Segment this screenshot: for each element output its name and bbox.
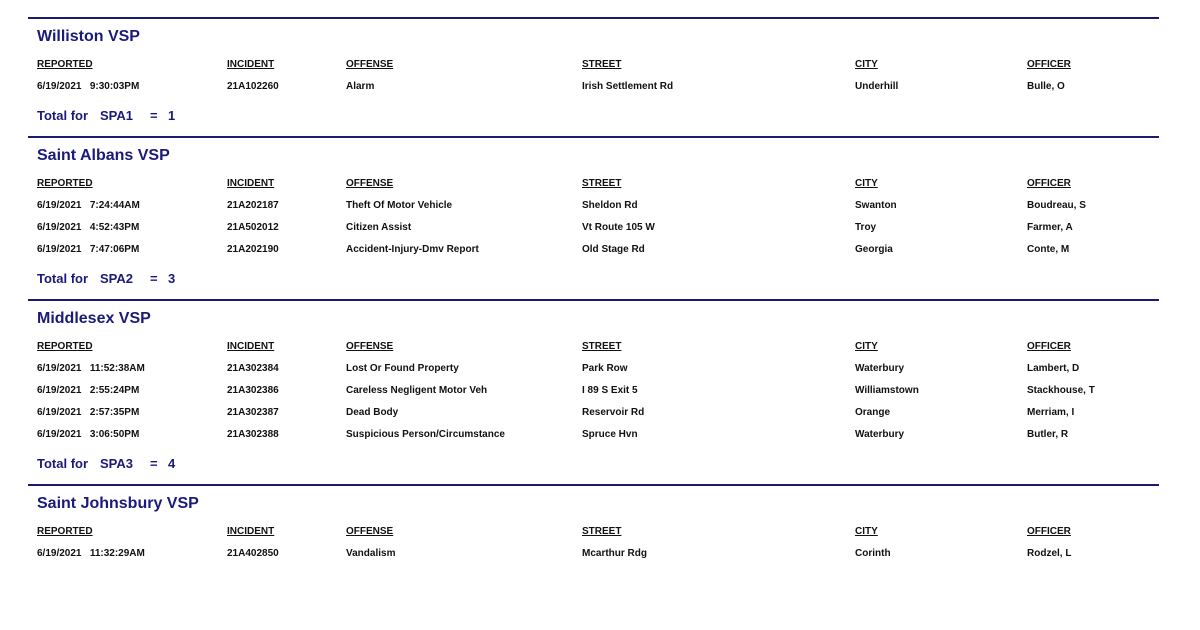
- column-header-offense: OFFENSE: [346, 341, 394, 352]
- total-equals: =: [150, 108, 158, 123]
- section-total: [28, 271, 1159, 299]
- report-section: [28, 484, 1159, 565]
- incident-cell: 21A302386: [227, 385, 279, 396]
- column-header-incident: INCIDENT: [227, 526, 275, 537]
- section-title: Saint Albans VSP: [37, 147, 170, 164]
- total-spa: SPA2: [100, 271, 133, 286]
- total-label: Total for: [37, 456, 89, 471]
- offense-cell: Vandalism: [346, 548, 396, 559]
- table-row: [28, 402, 1159, 424]
- city-cell: Swanton: [855, 200, 897, 211]
- incident-cell: 21A202187: [227, 200, 279, 211]
- table-row: [28, 195, 1159, 217]
- offense-cell: Alarm: [346, 81, 375, 92]
- column-header-row: [28, 173, 1159, 195]
- reported-cell: 6/19/2021 3:06:50PM: [37, 429, 140, 440]
- officer-cell: Conte, M: [1027, 244, 1070, 255]
- reported-cell: 6/19/2021 11:52:38AM: [37, 363, 145, 374]
- column-header-reported: REPORTED: [37, 526, 93, 537]
- officer-cell: Bulle, O: [1027, 81, 1065, 92]
- total-count: 3: [168, 271, 176, 286]
- reported-cell: 6/19/2021 11:32:29AM: [37, 548, 145, 559]
- table-row: [28, 543, 1159, 565]
- officer-cell: Stackhouse, T: [1027, 385, 1095, 396]
- total-equals: =: [150, 456, 158, 471]
- column-header-row: [28, 521, 1159, 543]
- column-header-officer: OFFICER: [1027, 341, 1071, 352]
- table-row: [28, 380, 1159, 402]
- table-row: [28, 76, 1159, 98]
- reported-cell: 6/19/2021 2:55:24PM: [37, 385, 140, 396]
- column-header-incident: INCIDENT: [227, 341, 275, 352]
- column-header-street: STREET: [582, 526, 622, 537]
- total-label: Total for: [37, 108, 89, 123]
- total-count: 1: [168, 108, 176, 123]
- street-cell: Park Row: [582, 363, 628, 374]
- incident-cell: 21A402850: [227, 548, 279, 559]
- offense-cell: Citizen Assist: [346, 222, 412, 233]
- column-header-offense: OFFENSE: [346, 59, 394, 70]
- officer-cell: Merriam, I: [1027, 407, 1075, 418]
- column-header-officer: OFFICER: [1027, 178, 1071, 189]
- reported-cell: 6/19/2021 7:24:44AM: [37, 200, 140, 211]
- table-row: [28, 239, 1159, 261]
- reported-cell: 6/19/2021 9:30:03PM: [37, 81, 140, 92]
- officer-cell: Lambert, D: [1027, 363, 1080, 374]
- section-title: Saint Johnsbury VSP: [37, 495, 199, 512]
- column-header-reported: REPORTED: [37, 178, 93, 189]
- city-cell: Williamstown: [855, 385, 919, 396]
- column-header-city: CITY: [855, 341, 878, 352]
- column-header-officer: OFFICER: [1027, 59, 1071, 70]
- column-header-city: CITY: [855, 526, 878, 537]
- street-cell: Spruce Hvn: [582, 429, 638, 440]
- offense-cell: Dead Body: [346, 407, 399, 418]
- total-label: Total for: [37, 271, 89, 286]
- report-section: [28, 136, 1159, 299]
- column-header-offense: OFFENSE: [346, 178, 394, 189]
- report-section: [28, 299, 1159, 484]
- column-header-row: [28, 336, 1159, 358]
- total-equals: =: [150, 271, 158, 286]
- incident-cell: 21A502012: [227, 222, 279, 233]
- table-row: [28, 424, 1159, 446]
- city-cell: Troy: [855, 222, 877, 233]
- city-cell: Waterbury: [855, 429, 905, 440]
- street-cell: Vt Route 105 W: [582, 222, 655, 233]
- street-cell: Sheldon Rd: [582, 200, 638, 211]
- column-header-city: CITY: [855, 59, 878, 70]
- column-header-offense: OFFENSE: [346, 526, 394, 537]
- column-header-incident: INCIDENT: [227, 178, 275, 189]
- street-cell: Old Stage Rd: [582, 244, 645, 255]
- city-cell: Underhill: [855, 81, 899, 92]
- incident-cell: 21A302384: [227, 363, 279, 374]
- city-cell: Waterbury: [855, 363, 905, 374]
- column-header-city: CITY: [855, 178, 878, 189]
- total-spa: SPA1: [100, 108, 133, 123]
- reported-cell: 6/19/2021 2:57:35PM: [37, 407, 140, 418]
- street-cell: I 89 S Exit 5: [582, 385, 638, 396]
- section-total: [28, 108, 1159, 136]
- street-cell: Mcarthur Rdg: [582, 548, 647, 559]
- offense-cell: Theft Of Motor Vehicle: [346, 200, 453, 211]
- report-section: [28, 17, 1159, 136]
- offense-cell: Accident-Injury-Dmv Report: [346, 244, 479, 255]
- column-header-street: STREET: [582, 59, 622, 70]
- column-header-street: STREET: [582, 341, 622, 352]
- table-row: [28, 358, 1159, 380]
- reported-cell: 6/19/2021 7:47:06PM: [37, 244, 140, 255]
- total-spa: SPA3: [100, 456, 133, 471]
- city-cell: Corinth: [855, 548, 891, 559]
- officer-cell: Farmer, A: [1027, 222, 1073, 233]
- city-cell: Georgia: [855, 244, 893, 255]
- section-title: Middlesex VSP: [37, 310, 151, 327]
- column-header-reported: REPORTED: [37, 59, 93, 70]
- table-row: [28, 217, 1159, 239]
- column-header-row: [28, 54, 1159, 76]
- incident-cell: 21A302388: [227, 429, 279, 440]
- incident-report: [28, 17, 1159, 565]
- offense-cell: Lost Or Found Property: [346, 363, 459, 374]
- offense-cell: Suspicious Person/Circumstance: [346, 429, 505, 440]
- section-title: Williston VSP: [37, 28, 140, 45]
- street-cell: Reservoir Rd: [582, 407, 645, 418]
- street-cell: Irish Settlement Rd: [582, 81, 674, 92]
- officer-cell: Rodzel, L: [1027, 548, 1072, 559]
- column-header-reported: REPORTED: [37, 341, 93, 352]
- city-cell: Orange: [855, 407, 891, 418]
- incident-cell: 21A302387: [227, 407, 279, 418]
- incident-cell: 21A202190: [227, 244, 279, 255]
- column-header-street: STREET: [582, 178, 622, 189]
- reported-cell: 6/19/2021 4:52:43PM: [37, 222, 140, 233]
- section-total: [28, 456, 1159, 484]
- total-count: 4: [168, 456, 176, 471]
- offense-cell: Careless Negligent Motor Veh: [346, 385, 488, 396]
- column-header-officer: OFFICER: [1027, 526, 1071, 537]
- incident-cell: 21A102260: [227, 81, 279, 92]
- officer-cell: Boudreau, S: [1027, 200, 1086, 211]
- officer-cell: Butler, R: [1027, 429, 1069, 440]
- column-header-incident: INCIDENT: [227, 59, 275, 70]
